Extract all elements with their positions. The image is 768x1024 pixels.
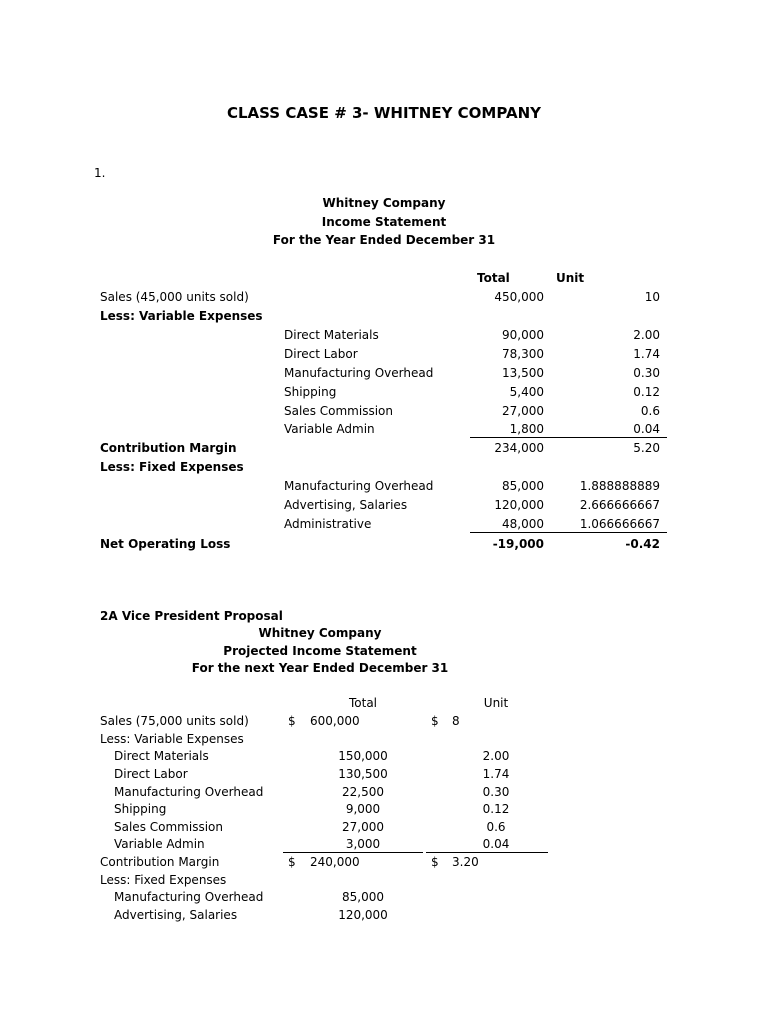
expense-total: 27,000 xyxy=(342,820,384,834)
expense-total: 90,000 xyxy=(502,328,544,342)
subtotal-rule xyxy=(470,437,667,438)
expense-label: Shipping xyxy=(284,385,337,399)
expense-label: Advertising, Salaries xyxy=(114,908,238,922)
currency-symbol: $ xyxy=(431,855,439,869)
sales-unit: 10 xyxy=(644,290,660,304)
expense-total: 78,300 xyxy=(502,347,544,361)
statement-period: For the Year Ended December 31 xyxy=(272,233,496,247)
expense-label: Manufacturing Overhead xyxy=(284,366,434,380)
expense-total: 1,800 xyxy=(509,422,544,436)
total-rule xyxy=(470,532,667,533)
expense-label: Manufacturing Overhead xyxy=(284,479,434,493)
expense-label: Sales Commission xyxy=(114,820,223,834)
expense-total: 27,000 xyxy=(502,404,544,418)
expense-unit: 0.12 xyxy=(482,802,510,816)
currency-symbol: $ xyxy=(288,855,296,869)
statement-name: Projected Income Statement xyxy=(223,644,417,658)
expense-total: 22,500 xyxy=(342,785,384,799)
expense-unit: 1.74 xyxy=(482,767,510,781)
statement-name: Income Statement xyxy=(321,215,447,229)
net-operating-loss-total: -19,000 xyxy=(492,537,544,551)
expense-total: 85,000 xyxy=(342,890,384,904)
expense-unit: 0.04 xyxy=(633,422,660,436)
contribution-margin-label: Contribution Margin xyxy=(100,441,237,455)
expense-unit: 0.30 xyxy=(482,785,510,799)
expense-unit: 0.6 xyxy=(640,404,660,418)
sales-total: 450,000 xyxy=(494,290,544,304)
expense-label: Direct Materials xyxy=(114,749,209,763)
sales-unit: 8 xyxy=(452,714,460,728)
expense-unit: 2.00 xyxy=(482,749,510,763)
page-title: CLASS CASE # 3- WHITNEY COMPANY xyxy=(226,104,542,122)
subtotal-rule xyxy=(283,852,423,853)
currency-symbol: $ xyxy=(288,714,296,728)
expense-total: 120,000 xyxy=(494,498,544,512)
company-name: Whitney Company xyxy=(258,626,382,640)
expense-label: Shipping xyxy=(114,802,167,816)
expense-unit: 1.74 xyxy=(633,347,660,361)
expense-unit: 1.888888889 xyxy=(579,479,660,493)
expense-unit: 0.30 xyxy=(633,366,660,380)
expense-unit: 2.666666667 xyxy=(579,498,660,512)
contribution-margin-unit: 3.20 xyxy=(452,855,479,869)
expense-total: 5,400 xyxy=(509,385,544,399)
expense-total: 48,000 xyxy=(502,517,544,531)
expense-unit: 0.12 xyxy=(633,385,660,399)
sales-label: Sales (45,000 units sold) xyxy=(100,290,249,304)
expense-total: 150,000 xyxy=(338,749,388,763)
expense-total: 130,500 xyxy=(338,767,388,781)
expense-label: Administrative xyxy=(284,517,372,531)
net-operating-loss-unit: -0.42 xyxy=(625,537,660,551)
less-fixed-label: Less: Fixed Expenses xyxy=(100,460,244,474)
currency-symbol: $ xyxy=(431,714,439,728)
contribution-margin-label: Contribution Margin xyxy=(100,855,220,869)
column-header-total: Total xyxy=(477,271,510,285)
expense-label: Variable Admin xyxy=(284,422,375,436)
expense-total: 85,000 xyxy=(502,479,544,493)
expense-label: Direct Labor xyxy=(114,767,188,781)
statement-period: For the next Year Ended December 31 xyxy=(191,661,449,675)
less-variable-label: Less: Variable Expenses xyxy=(100,309,263,323)
expense-total: 120,000 xyxy=(338,908,388,922)
expense-label: Manufacturing Overhead xyxy=(114,785,264,799)
expense-label: Variable Admin xyxy=(114,837,205,851)
contribution-margin-unit: 5.20 xyxy=(633,441,660,455)
column-header-unit: Unit xyxy=(483,696,509,710)
contribution-margin-total: 240,000 xyxy=(310,855,360,869)
less-variable-label: Less: Variable Expenses xyxy=(100,732,244,746)
expense-label: Sales Commission xyxy=(284,404,393,418)
section-number: 1. xyxy=(94,166,106,180)
expense-total: 3,000 xyxy=(345,837,381,851)
expense-total: 13,500 xyxy=(502,366,544,380)
subtotal-rule xyxy=(426,852,548,853)
contribution-margin-total: 234,000 xyxy=(494,441,544,455)
column-header-unit: Unit xyxy=(556,271,585,285)
expense-label: Advertising, Salaries xyxy=(284,498,408,512)
net-operating-loss-label: Net Operating Loss xyxy=(100,537,231,551)
expense-total: 9,000 xyxy=(345,802,381,816)
expense-unit: 0.6 xyxy=(486,820,506,834)
expense-unit: 1.066666667 xyxy=(579,517,660,531)
expense-label: Direct Materials xyxy=(284,328,379,342)
company-name: Whitney Company xyxy=(322,196,446,210)
sales-label: Sales (75,000 units sold) xyxy=(100,714,249,728)
less-fixed-label: Less: Fixed Expenses xyxy=(100,873,227,887)
section-heading: 2A Vice President Proposal xyxy=(100,609,283,623)
expense-unit: 2.00 xyxy=(633,328,660,342)
column-header-total: Total xyxy=(348,696,378,710)
expense-label: Direct Labor xyxy=(284,347,358,361)
expense-label: Manufacturing Overhead xyxy=(114,890,264,904)
sales-total: 600,000 xyxy=(310,714,360,728)
expense-unit: 0.04 xyxy=(482,837,510,851)
